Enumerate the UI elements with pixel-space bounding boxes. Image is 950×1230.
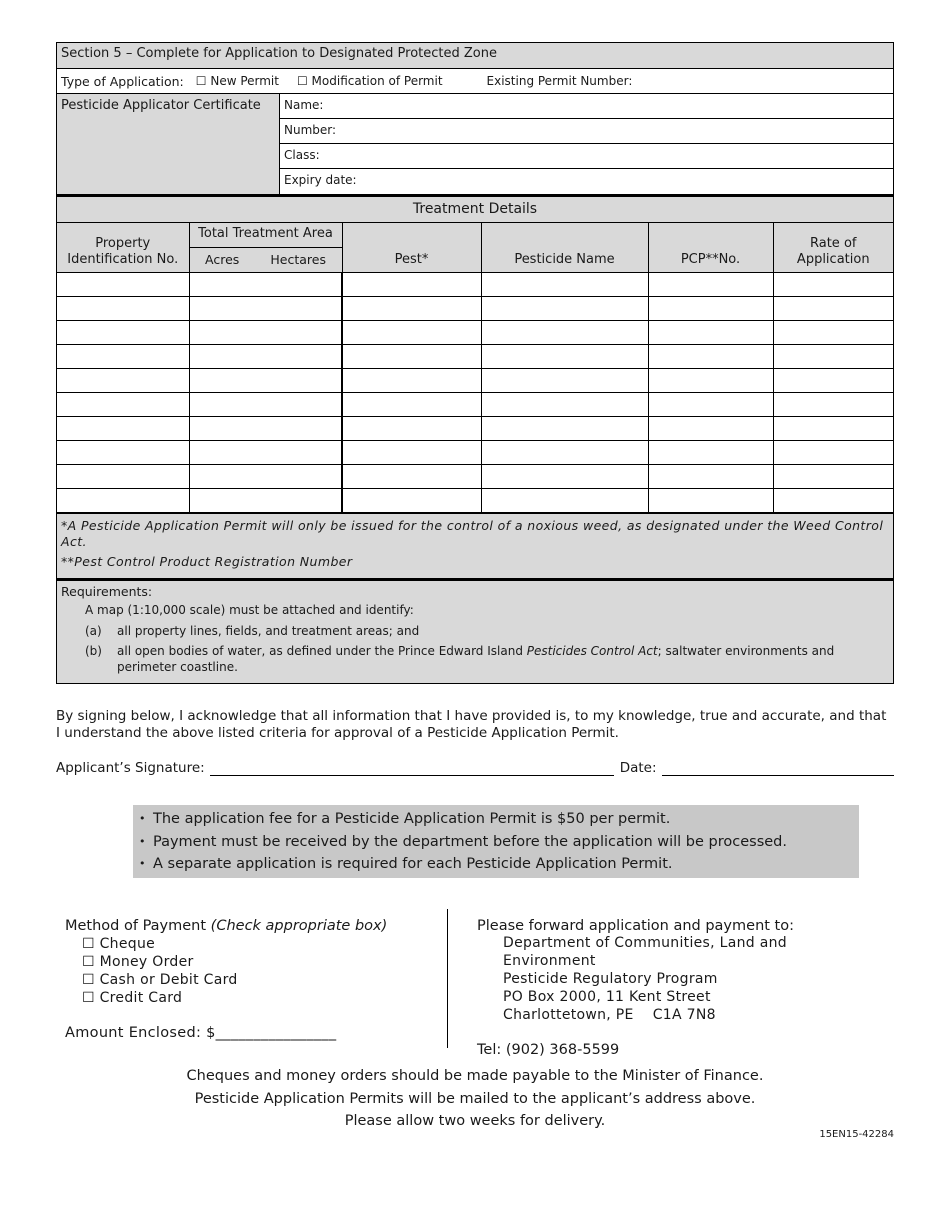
signature-line[interactable] bbox=[210, 761, 614, 776]
requirements-intro: A map (1:10,000 scale) must be attached and identify: bbox=[85, 603, 414, 617]
table-row bbox=[57, 441, 893, 465]
payment-credit-card-checkbox[interactable]: ☐ Credit Card bbox=[82, 990, 183, 1006]
table-cell[interactable] bbox=[648, 345, 773, 369]
cert-name-field[interactable]: Name: bbox=[280, 94, 893, 119]
table-cell[interactable] bbox=[57, 441, 189, 465]
payment-cash-debit-checkbox[interactable]: ☐ Cash or Debit Card bbox=[82, 972, 238, 988]
col-total-area bbox=[189, 223, 342, 273]
requirement-a: (a) all property lines, fields, and treatment areas; and bbox=[85, 624, 420, 638]
table-cell[interactable] bbox=[481, 465, 648, 489]
col-acres: Acres bbox=[205, 252, 240, 267]
table-row bbox=[57, 417, 893, 441]
type-label: Type of Application: bbox=[61, 73, 184, 89]
table-cell[interactable] bbox=[342, 321, 481, 345]
table-cell[interactable] bbox=[342, 345, 481, 369]
table-row bbox=[57, 345, 893, 369]
table-cell[interactable] bbox=[773, 417, 893, 441]
table-cell[interactable] bbox=[189, 369, 342, 393]
acknowledgement-text: By signing below, I acknowledge that all information that I have provided is, to my knowledge, true and accurate, and that I understand the above listed criteria for approval of a Pesticide Application Permit. bbox=[56, 708, 887, 741]
table-cell[interactable] bbox=[773, 345, 893, 369]
certificate-label: Pesticide Applicator Certificate bbox=[57, 94, 280, 194]
table-cell[interactable] bbox=[342, 297, 481, 321]
address-line: Department of Communities, Land and Environment bbox=[503, 935, 787, 969]
table-cell[interactable] bbox=[773, 489, 893, 513]
table-row bbox=[57, 369, 893, 393]
signature-row bbox=[56, 760, 894, 776]
table-cell[interactable] bbox=[57, 345, 189, 369]
table-cell[interactable] bbox=[57, 369, 189, 393]
col-hectares: Hectares bbox=[270, 252, 326, 267]
table-cell[interactable] bbox=[342, 369, 481, 393]
table-cell[interactable] bbox=[189, 489, 342, 513]
column-divider bbox=[447, 909, 448, 1048]
fee-notice bbox=[133, 805, 859, 878]
table-cell[interactable] bbox=[648, 393, 773, 417]
type-of-application-row bbox=[57, 69, 893, 94]
table-cell[interactable] bbox=[342, 441, 481, 465]
footer-line: Please allow two weeks for delivery. bbox=[344, 1113, 606, 1129]
telephone: Tel: (902) 368-5599 bbox=[477, 1042, 620, 1058]
address-line: PO Box 2000, 11 Kent Street bbox=[503, 989, 711, 1005]
cert-expiry-field[interactable]: Expiry date: bbox=[284, 173, 357, 187]
new-permit-checkbox[interactable]: ☐ New Permit bbox=[195, 74, 279, 88]
table-row bbox=[57, 393, 893, 417]
table-cell[interactable] bbox=[342, 393, 481, 417]
requirement-b: (b) all open bodies of water, as defined under the Prince Edward Island Pesticides Control Act; saltwater environments and perimeter coastline. bbox=[85, 644, 835, 674]
date-label: Date: bbox=[619, 760, 657, 776]
payment-title: Method of Payment (Check appropriate box) bbox=[65, 918, 388, 934]
fee-bullet: • The application fee for a Pesticide Application Permit is $50 per permit. bbox=[139, 811, 671, 827]
table-cell[interactable] bbox=[57, 417, 189, 441]
table-cell[interactable] bbox=[57, 393, 189, 417]
treatment-table bbox=[57, 222, 893, 513]
cert-class-field[interactable]: Class: bbox=[280, 144, 893, 169]
table-cell[interactable] bbox=[57, 489, 189, 513]
table-cell[interactable] bbox=[773, 393, 893, 417]
table-row bbox=[57, 297, 893, 321]
table-cell[interactable] bbox=[648, 465, 773, 489]
section-heading: Section 5 – Complete for Application to Designated Protected Zone bbox=[57, 43, 893, 69]
table-cell[interactable] bbox=[189, 273, 342, 297]
col-rate: Rate of Application bbox=[773, 223, 893, 273]
date-line[interactable] bbox=[662, 761, 894, 776]
address-line: Charlottetown, PE C1A 7N8 bbox=[503, 1007, 716, 1023]
note-pcp: **Pest Control Product Registration Number bbox=[61, 554, 353, 569]
treatment-details-title: Treatment Details bbox=[57, 197, 893, 223]
table-cell[interactable] bbox=[773, 465, 893, 489]
table-cell[interactable] bbox=[189, 297, 342, 321]
forward-address bbox=[477, 918, 877, 1058]
col-pesticide-name: Pesticide Name bbox=[481, 223, 648, 273]
table-cell[interactable] bbox=[648, 489, 773, 513]
table-cell[interactable] bbox=[57, 297, 189, 321]
col-pest: Pest* bbox=[342, 223, 481, 273]
fee-bullet: • Payment must be received by the department before the application will be processed. bbox=[139, 833, 787, 850]
table-row bbox=[57, 321, 893, 345]
table-cell[interactable] bbox=[342, 273, 481, 297]
table-cell[interactable] bbox=[648, 369, 773, 393]
form-code: 15EN15-42284 bbox=[819, 1129, 894, 1140]
table-cell[interactable] bbox=[648, 297, 773, 321]
fee-bullet: • A separate application is required for each Pesticide Application Permit. bbox=[139, 856, 673, 872]
table-cell[interactable] bbox=[481, 273, 648, 297]
footer-notes bbox=[56, 1065, 894, 1133]
existing-permit-number-field[interactable]: Existing Permit Number: bbox=[486, 74, 633, 88]
table-cell[interactable] bbox=[189, 417, 342, 441]
table-cell[interactable] bbox=[189, 345, 342, 369]
table-cell[interactable] bbox=[342, 489, 481, 513]
table-cell[interactable] bbox=[648, 321, 773, 345]
requirements-title: Requirements: bbox=[61, 584, 153, 599]
footer-line: Pesticide Application Permits will be mailed to the applicant’s address above. bbox=[194, 1090, 756, 1107]
table-cell[interactable] bbox=[57, 273, 189, 297]
payment-money-order-checkbox[interactable]: ☐ Money Order bbox=[82, 954, 194, 970]
amount-enclosed-field[interactable]: Amount Enclosed: $________________ bbox=[65, 1025, 337, 1041]
table-cell[interactable] bbox=[189, 393, 342, 417]
requirements bbox=[57, 581, 893, 683]
signature-label: Applicant’s Signature: bbox=[56, 760, 205, 776]
footer-line: Cheques and money orders should be made payable to the Minister of Finance. bbox=[186, 1068, 764, 1084]
forward-title: Please forward application and payment to: bbox=[477, 918, 794, 934]
cert-number-field[interactable]: Number: bbox=[280, 119, 893, 144]
table-row bbox=[57, 273, 893, 297]
table-cell[interactable] bbox=[773, 321, 893, 345]
total-area-label: Total Treatment Area bbox=[190, 223, 342, 248]
table-cell[interactable] bbox=[481, 489, 648, 513]
table-cell[interactable] bbox=[481, 369, 648, 393]
table-cell[interactable] bbox=[481, 297, 648, 321]
table-cell[interactable] bbox=[189, 441, 342, 465]
table-cell[interactable] bbox=[189, 321, 342, 345]
table-cell[interactable] bbox=[648, 417, 773, 441]
payment-cheque-checkbox[interactable]: ☐ Cheque bbox=[82, 936, 156, 952]
table-cell[interactable] bbox=[773, 441, 893, 465]
table-cell[interactable] bbox=[189, 465, 342, 489]
table-cell[interactable] bbox=[773, 369, 893, 393]
table-cell[interactable] bbox=[773, 297, 893, 321]
table-cell[interactable] bbox=[481, 393, 648, 417]
address-line: Pesticide Regulatory Program bbox=[503, 971, 718, 987]
table-cell[interactable] bbox=[342, 417, 481, 441]
treatment-notes bbox=[57, 513, 893, 581]
table-cell[interactable] bbox=[57, 465, 189, 489]
table-cell[interactable] bbox=[342, 465, 481, 489]
table-cell[interactable] bbox=[648, 273, 773, 297]
table-cell[interactable] bbox=[481, 417, 648, 441]
table-row bbox=[57, 489, 893, 513]
applicator-certificate bbox=[57, 94, 893, 197]
table-row bbox=[57, 465, 893, 489]
table-cell[interactable] bbox=[773, 273, 893, 297]
note-noxious-weed: *A Pesticide Application Permit will only be issued for the control of a noxious weed, as designated under the Weed Control Act. bbox=[61, 518, 884, 549]
table-cell[interactable] bbox=[481, 321, 648, 345]
col-property-id: Property Identification No. bbox=[57, 223, 189, 273]
table-cell[interactable] bbox=[648, 441, 773, 465]
col-pcp-no: PCP**No. bbox=[648, 223, 773, 273]
table-cell[interactable] bbox=[481, 345, 648, 369]
table-cell[interactable] bbox=[57, 321, 189, 345]
table-cell[interactable] bbox=[481, 441, 648, 465]
section-5-form bbox=[56, 42, 894, 684]
modification-permit-checkbox[interactable]: ☐ Modification of Permit bbox=[296, 74, 443, 88]
method-of-payment bbox=[65, 918, 445, 1041]
